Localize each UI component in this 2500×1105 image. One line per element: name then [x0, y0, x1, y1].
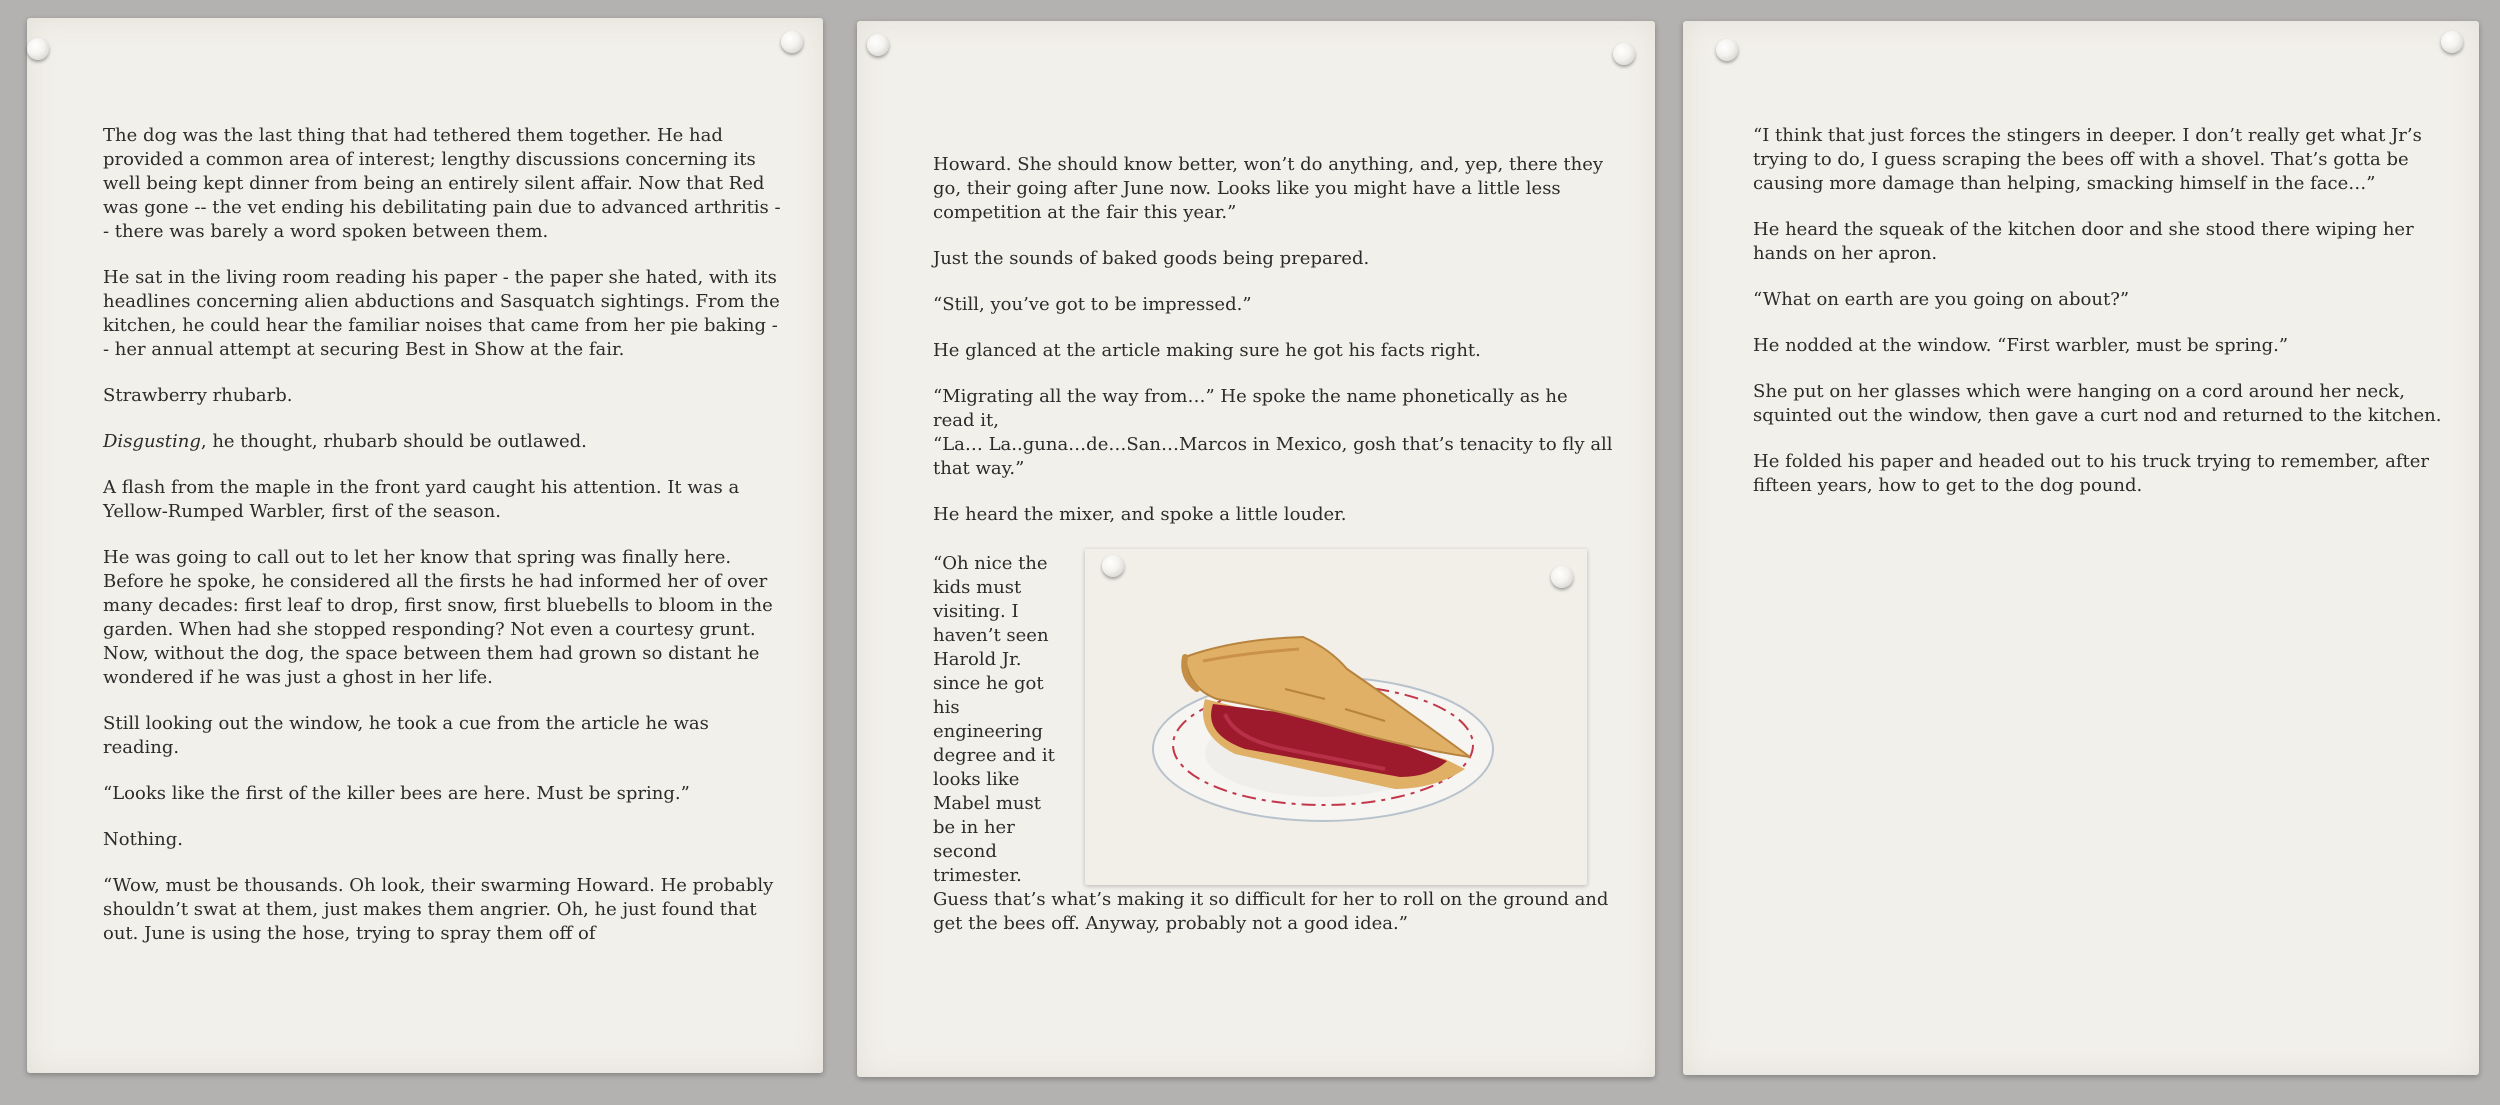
story-page-2	[857, 21, 1655, 1077]
paragraph: “I think that just forces the stingers in deeper. I don’t really get what Jr’s trying to do, I guess scraping the bees off with a shovel. That’s gotta be causing more damage than helping, smacking himself in the face…”	[1753, 125, 2422, 194]
paragraph: Still looking out the window, he took a cue from the article he was reading.	[103, 713, 709, 758]
story-page-3	[1683, 21, 2479, 1075]
paragraph: “Looks like the first of the killer bees are here. Must be spring.”	[103, 783, 690, 804]
paragraph: Strawberry rhubarb.	[103, 385, 293, 406]
pie-slice-illustration	[1085, 549, 1587, 885]
paragraph: “What on earth are you going on about?”	[1753, 289, 2130, 310]
italic-word: Disgusting	[103, 431, 201, 452]
pie-illustration-card	[1085, 549, 1587, 885]
paragraph: He heard the mixer, and spoke a little louder.	[933, 504, 1347, 525]
story-page-1	[27, 18, 823, 1073]
page-1-text	[103, 124, 783, 968]
paragraph-rest: , he thought, rhubarb should be outlawed.	[200, 431, 587, 452]
paragraph: “Wow, must be thousands. Oh look, their swarming Howard. He probably shouldn’t swat at them, just makes them angrier. Oh, he just found that out. June is using the hose, trying to spray them off of	[103, 875, 774, 944]
pushpin-icon	[867, 34, 889, 56]
line: degree and it	[933, 745, 1055, 766]
pushpin-icon	[1102, 555, 1124, 577]
pushpin-icon	[1551, 566, 1573, 588]
pushpin-icon	[781, 31, 803, 53]
page-3-text	[1753, 124, 2443, 520]
line: be in her	[933, 817, 1015, 838]
paragraph: He heard the squeak of the kitchen door and she stood there wiping her hands on her apron.	[1753, 219, 2414, 264]
paragraph: She put on her glasses which were hanging on a cord around her neck, squinted out the window, then gave a curt nod and returned to the kitchen.	[1753, 381, 2442, 426]
pushpin-icon	[1613, 43, 1635, 65]
paragraph: He nodded at the window. “First warbler, must be spring.”	[1753, 335, 2289, 356]
paragraph: The dog was the last thing that had tethered them together. He had provided a common area of interest; lengthy discussions concerning its well being kept dinner from being an entirely silent affair. Now that Red was gone -- the vet ending his debilitating pain due to advanced arthritis -- there was barely a word spoken between them.	[103, 125, 781, 242]
paragraph: He sat in the living room reading his paper - the paper she hated, with its headlines concerning alien abductions and Sasquatch sightings. From the kitchen, he could hear the familiar noises that came from her pie baking -- her annual attempt at securing Best in Show at the fair.	[103, 267, 780, 360]
pushpin-icon	[1716, 39, 1738, 61]
paragraph: He was going to call out to let her know that spring was finally here. Before he spoke, he considered all the firsts he had informed her of over many decades: first leaf to drop, first snow, first bluebells to bloom in the garden. When had she stopped responding? Not even a courtesy grunt. Now, without the dog, the space between them had grown so distant he wondered if he was just a ghost in her life.	[103, 547, 773, 688]
paragraph: “Still, you’ve got to be impressed.”	[933, 294, 1252, 315]
kids-paragraph-rest: Guess that’s what’s making it so difficult for her to roll on the ground and get the bees off. Anyway, probably not a good idea.”	[933, 889, 1609, 934]
line: kids must	[933, 577, 1022, 598]
line: engineering	[933, 721, 1043, 742]
page-2-text	[933, 153, 1613, 549]
line: trimester.	[933, 865, 1022, 886]
paragraph: A flash from the maple in the front yard caught his attention. It was a Yellow-Rumped Warbler, first of the season.	[103, 477, 740, 522]
line: Harold Jr.	[933, 649, 1022, 670]
line: since he got	[933, 673, 1044, 694]
paragraph: He glanced at the article making sure he got his facts right.	[933, 340, 1481, 361]
line: haven’t seen	[933, 625, 1049, 646]
pushpin-icon	[27, 38, 49, 60]
paragraph: Howard. She should know better, won’t do anything, and, yep, there they go, their going after June now. Looks like you might have a little less competition at the fair this year.”	[933, 154, 1604, 223]
pushpin-icon	[2441, 31, 2463, 53]
line: Mabel must	[933, 793, 1041, 814]
line: second	[933, 841, 997, 862]
paragraph: “Migrating all the way from…” He spoke the name phonetically as he read it, “La… La..guna…de…San…Marcos in Mexico, gosh that’s tenacity to fly all that way.”	[933, 386, 1613, 479]
paragraph: Just the sounds of baked goods being prepared.	[933, 248, 1370, 269]
kids-paragraph-wrapped-lines	[933, 552, 1061, 888]
paragraph: Nothing.	[103, 829, 184, 850]
paragraph: He folded his paper and headed out to his truck trying to remember, after fifteen years, how to get to the dog pound.	[1753, 451, 2429, 496]
paragraph	[103, 430, 783, 454]
line: his	[933, 697, 960, 718]
line: looks like	[933, 769, 1020, 790]
line: “Oh nice the	[933, 553, 1048, 574]
line: visiting. I	[933, 601, 1019, 622]
